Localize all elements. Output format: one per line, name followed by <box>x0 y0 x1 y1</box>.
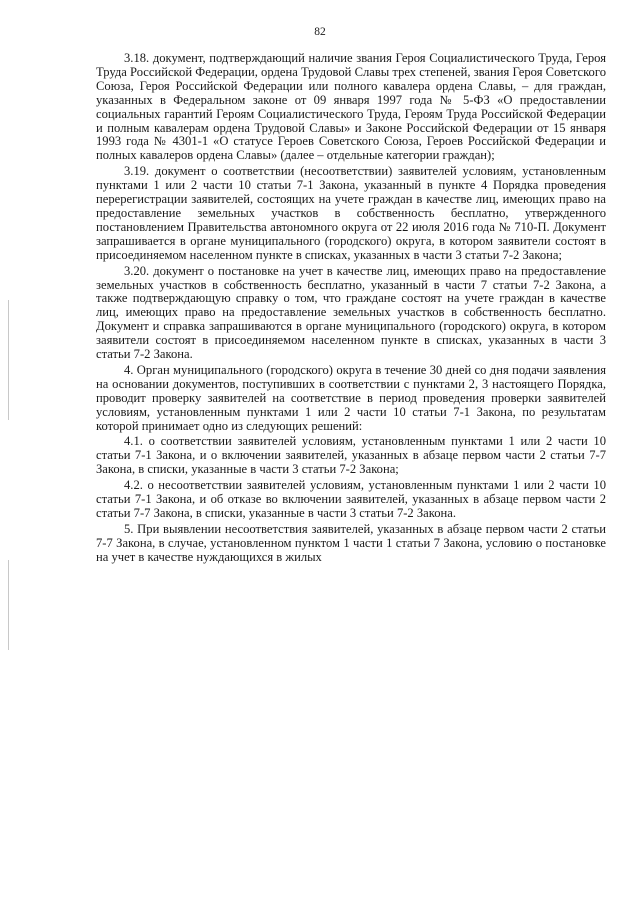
paragraph-4-1: 4.1. о соответствии заявителей условиям, установленным пунктами 1 или 2 части 10 статьи 7-1 Закона, и о включении заявителей, указанных в абзаце первом части 2 статьи 7-7 Закона, в списки, указанные в части 3 статьи 7-2 Закона; <box>96 434 606 477</box>
scan-edge-mark <box>8 560 9 650</box>
paragraph-4-2: 4.2. о несоответствии заявителей условиям, установленным пунктами 1 или 2 части 10 статьи 7-1 Закона, и об отказе во включении заявителей, указанных в абзаце первом части 2 статьи 7-7 Закона, в списки, указанные в части 3 статьи 7-2 Закона. <box>96 478 606 520</box>
page-number: 82 <box>314 26 326 38</box>
paragraph-3-20: 3.20. документ о постановке на учет в качестве лиц, имеющих право на предоставление земельных участков в собственность бесплатно, указанный в части 7 статьи 7-2 Закона, а также подтверждающую справку о том, что граждане состоят на учете граждан в качестве лиц, имеющих право на предоставление земельных участков в собственность бесплатно. Документ и справка запрашиваются в органе муниципального (городского) округа, в котором заявители состоят в присоединяемом населенном пункте в списках, указанных в части 3 статьи 7-2 Закона. <box>96 263 606 362</box>
paragraph-5: 5. При выявлении несоответствия заявителей, указанных в абзаце первом части 2 статьи 7-7 Закона, в случае, установленном пунктом 1 части 1 статьи 7 Закона, условию о постановке на учет в качестве нуждающихся в жилых <box>96 521 606 564</box>
paragraph-3-19: 3.19. документ о соответствии (несоответствии) заявителей условиям, установленным пунктами 1 или 2 части 10 статьи 7-1 Закона, указанный в пункте 4 Порядка проведения перерегистрации заявителей, состоящих на учете граждан в качестве лиц, имеющих право на предоставление земельных участков в собственность бесплатно, утвержденного постановлением Правительства автономного округа от 22 июля 2016 года № 710-П. Документ запрашивается в органе муниципального (городского) округа, в котором заявители состоят в присоединяемом населенном пункте в списках, указанных в части 3 статьи 7-2 Закона; <box>96 164 606 262</box>
scan-edge-mark <box>8 300 9 420</box>
paragraph-4: 4. Орган муниципального (городского) округа в течение 30 дней со дня подачи заявления на основании документов, поступивших в соответствии с пунктами 2, 3 настоящего Порядка, проводит проверку заявителей на соответствие в период проведения проверки заявителей условиям, установленным пунктами 1 или 2 части 10 статьи 7-1 Закона, по результатам которой принимает одно из следующих решений: <box>96 362 606 433</box>
document-body <box>96 52 606 565</box>
paragraph-3-18: 3.18. документ, подтверждающий наличие звания Героя Социалистического Труда, Героя Труда Российской Федерации, ордена Трудовой Славы трех степеней, звания Героя Советского Союза, Героя Российской Федерации или полного кавалера ордена Славы, – для граждан, указанных в Федеральном законе от 09 января 1997 года № 5-ФЗ «О предоставлении социальных гарантий Героям Социалистического Труда, Героям Труда Российской Федерации и полным кавалерам ордена Трудовой Славы» и Законе Российской Федерации от 15 января 1993 года № 4301-1 «О статусе Героев Советского Союза, Героев Российской Федерации и полных кавалеров ордена Славы» (далее – отдельные категории граждан); <box>96 51 606 163</box>
